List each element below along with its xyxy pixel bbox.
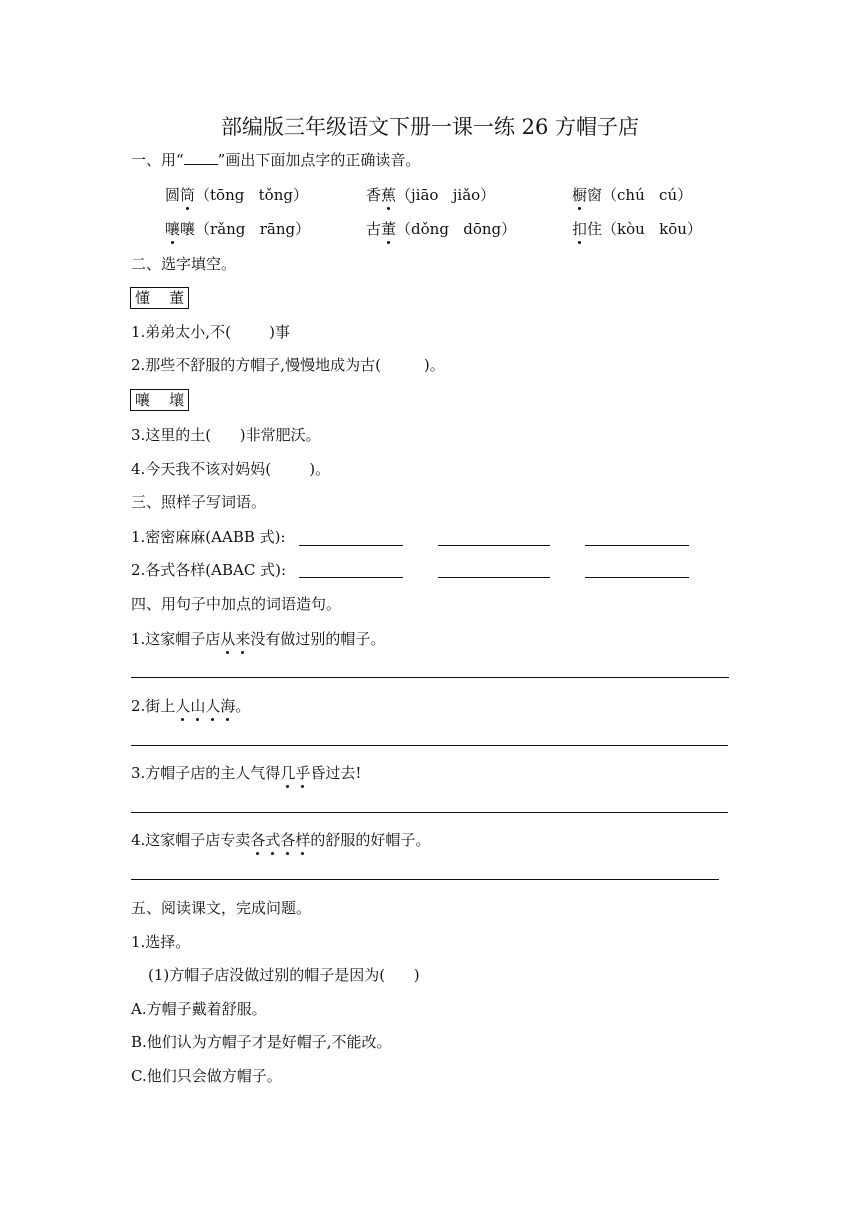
section1-heading	[131, 150, 420, 170]
dotted-word	[175, 697, 235, 715]
choice-box: 嚷 壤	[130, 389, 189, 411]
heading-suffix: ”画出下面加点字的正确读音。	[217, 151, 421, 169]
dotted-char: 来	[235, 630, 251, 648]
dotted-char: 橱	[572, 186, 588, 204]
sentence-part: 1.这家帽子店	[131, 630, 221, 648]
dotted-char: 几	[280, 764, 296, 782]
pinyin-item	[165, 185, 308, 205]
subsection-label: 1.选择。	[131, 933, 191, 951]
sentence-part: 3.方帽子店的主人气得	[131, 764, 281, 782]
word-part: 古	[366, 220, 382, 238]
dotted-word	[250, 831, 310, 849]
pinyin-options: （rǎng rāng）	[195, 220, 311, 238]
sentence-part: 的舒服的好帽子。	[310, 831, 431, 849]
pinyin-item	[572, 185, 692, 205]
word-part: 嚷	[180, 220, 196, 238]
choice-question: (1)方帽子店没做过别的帽子是因为( )	[148, 966, 420, 984]
answer-blank[interactable]	[299, 545, 403, 546]
pinyin-item	[572, 219, 702, 239]
pinyin-options: （kòu kōu）	[602, 220, 702, 238]
dotted-char: 乎	[295, 764, 311, 782]
sentence-question	[131, 629, 385, 649]
pinyin-item	[366, 185, 495, 205]
pinyin-item	[165, 219, 310, 239]
page-title: 部编版三年级语文下册一课一练 26 方帽子店	[220, 115, 640, 139]
word-part: 窗	[587, 186, 603, 204]
pinyin-item	[366, 219, 516, 239]
dotted-char: 从	[220, 630, 236, 648]
answer-line[interactable]	[131, 812, 728, 813]
answer-blank[interactable]	[299, 577, 403, 578]
dotted-char: 人	[175, 697, 191, 715]
dotted-word	[280, 764, 310, 782]
choice-box: 懂 董	[130, 287, 189, 309]
pinyin-options: （dǒng dōng）	[396, 220, 517, 238]
dotted-char: 人	[205, 697, 221, 715]
word-pattern-question: 2.各式各样(ABAC 式):	[131, 561, 287, 579]
answer-line[interactable]	[131, 745, 728, 746]
dotted-char: 样	[295, 831, 311, 849]
dotted-word	[220, 630, 250, 648]
sentence-part: 没有做过别的帽子。	[250, 630, 386, 648]
answer-line[interactable]	[131, 677, 729, 678]
fill-question: 2.那些不舒服的方帽子,慢慢地成为古( )。	[131, 356, 445, 374]
sentence-question	[131, 696, 250, 716]
pinyin-options: （tōng tǒng）	[195, 186, 308, 204]
dotted-char: 扣	[572, 220, 588, 238]
section3-heading: 三、照样子写词语。	[131, 493, 267, 511]
sentence-part: 昏过去!	[310, 764, 362, 782]
sentence-part: 2.街上	[131, 697, 176, 715]
dotted-char: 海	[220, 697, 236, 715]
dotted-char: 各	[280, 831, 296, 849]
word-pattern-question: 1.密密麻麻(AABB 式):	[131, 528, 286, 546]
sentence-question	[131, 763, 361, 783]
option-c[interactable]: C.他们只会做方帽子。	[131, 1067, 282, 1085]
word-part: 住	[587, 220, 603, 238]
option-b[interactable]: B.他们认为方帽子才是好帽子,不能改。	[131, 1033, 392, 1051]
answer-blank[interactable]	[438, 545, 550, 546]
sentence-part: 4.这家帽子店专卖	[131, 831, 251, 849]
dotted-char: 蕉	[381, 186, 397, 204]
pinyin-options: （jiāo jiǎo）	[396, 186, 496, 204]
dotted-char: 筒	[180, 186, 196, 204]
dotted-char: 各	[250, 831, 266, 849]
option-a[interactable]: A.方帽子戴着舒服。	[131, 1000, 267, 1018]
fill-question: 1.弟弟太小,不( )事	[131, 323, 290, 341]
sentence-part: 。	[235, 697, 251, 715]
underline-sample	[184, 150, 218, 165]
dotted-char: 山	[190, 697, 206, 715]
word-part: 香	[366, 186, 382, 204]
fill-question: 4.今天我不该对妈妈( )。	[131, 460, 331, 478]
answer-line[interactable]	[131, 879, 719, 880]
word-part: 圆	[165, 186, 181, 204]
answer-blank[interactable]	[585, 577, 689, 578]
dotted-char: 嚷	[165, 220, 181, 238]
section5-heading: 五、阅读课文，完成问题。	[131, 899, 312, 917]
fill-question: 3.这里的土( )非常肥沃。	[131, 426, 321, 444]
heading-prefix: 一、用“	[131, 151, 184, 169]
section2-heading: 二、选字填空。	[131, 255, 237, 273]
dotted-char: 式	[265, 831, 281, 849]
answer-blank[interactable]	[438, 577, 550, 578]
sentence-question	[131, 830, 430, 850]
dotted-char: 董	[381, 220, 397, 238]
section4-heading: 四、用句子中加点的词语造句。	[131, 595, 342, 613]
answer-blank[interactable]	[585, 545, 689, 546]
pinyin-options: （chú cú）	[602, 186, 693, 204]
